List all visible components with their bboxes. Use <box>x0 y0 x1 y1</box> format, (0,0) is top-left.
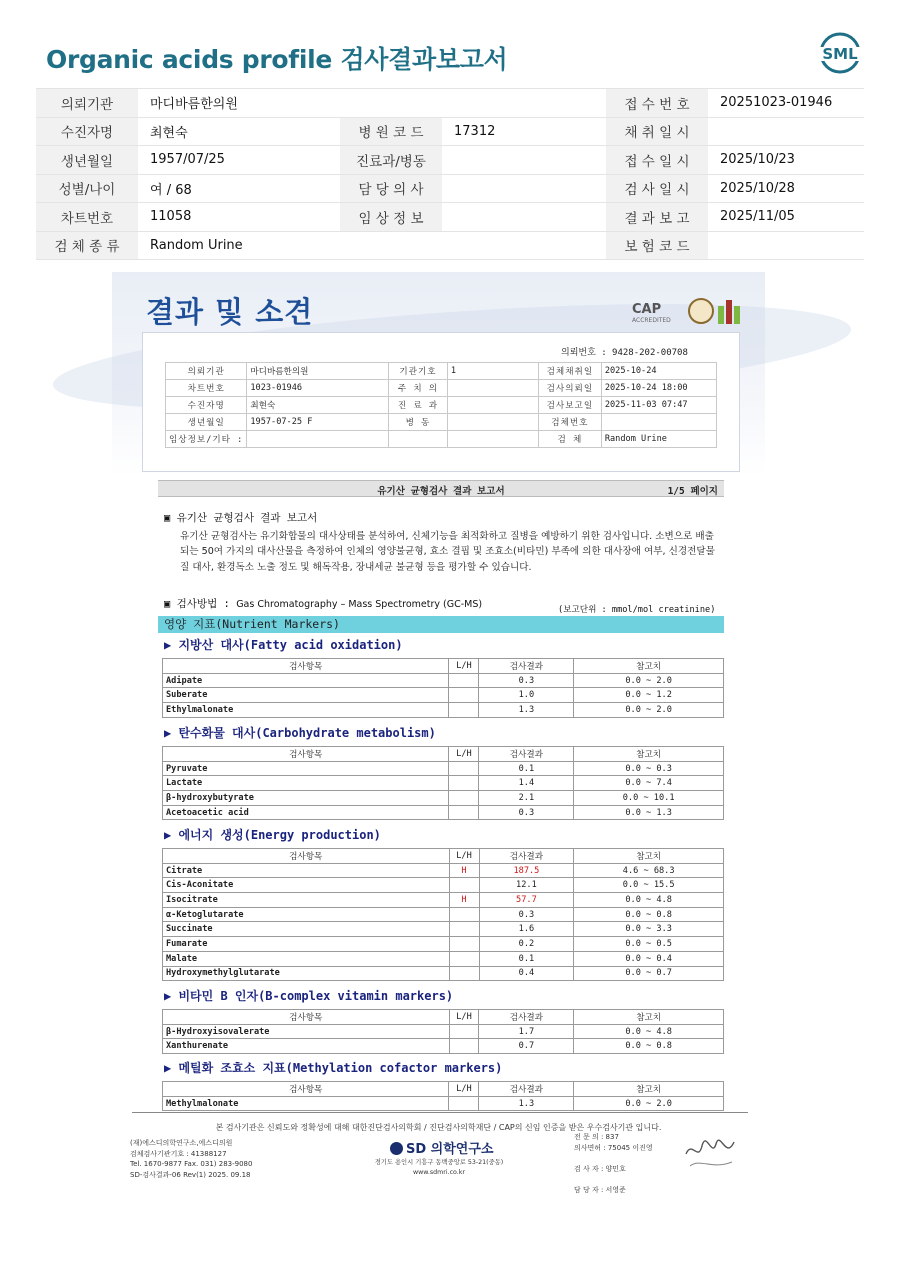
footer-line-text <box>574 1174 653 1185</box>
column-header: 검사항목 <box>163 747 449 762</box>
info-label: 보 험 코 드 <box>606 231 708 260</box>
hospital-grid-value: 2025-11-03 07:47 <box>601 397 716 414</box>
result-value: 0.3 <box>479 907 574 922</box>
flag <box>449 688 479 703</box>
footer-line-text: 검 사 자 : 양민호 <box>574 1164 626 1173</box>
result-value: 1.7 <box>479 1024 574 1039</box>
result-value: 0.2 <box>479 937 574 952</box>
hospital-grid-label <box>389 431 448 448</box>
info-label: 병 원 코 드 <box>340 117 442 146</box>
flag <box>449 1039 479 1054</box>
reference-range: 0.0 ~ 7.4 <box>574 776 724 791</box>
flag <box>449 878 479 893</box>
analyte-name: Adipate <box>163 673 449 688</box>
table-row <box>163 878 724 893</box>
patient-info-row <box>36 89 864 118</box>
hospital-grid-value: 최현숙 <box>247 397 389 414</box>
flag <box>449 1096 479 1111</box>
hospital-info-grid <box>165 362 717 448</box>
hospital-grid-label: 임상정보/기타 : <box>166 431 247 448</box>
group-heading: ▶ 지방산 대사(Fatty acid oxidation) <box>164 638 403 652</box>
reference-range: 0.0 ~ 2.0 <box>574 703 724 718</box>
certification-icon <box>718 300 740 324</box>
hospital-grid-label: 병 동 <box>389 414 448 431</box>
result-value: 2.1 <box>479 791 574 806</box>
hospital-grid-label: 검체채취일 <box>538 363 601 380</box>
hospital-grid-label: 검 체 <box>538 431 601 448</box>
hospital-grid-value <box>447 414 538 431</box>
table-row <box>163 688 724 703</box>
column-header: 참고치 <box>574 1010 724 1025</box>
hospital-grid-value <box>601 414 716 431</box>
sd-address <box>374 1158 504 1178</box>
column-header: 검사결과 <box>479 1082 574 1097</box>
analyte-name: Lactate <box>163 776 449 791</box>
column-header: 검사항목 <box>163 659 449 674</box>
table-row <box>163 1039 724 1054</box>
sml-logo-icon <box>812 30 868 76</box>
result-value: 0.7 <box>479 1039 574 1054</box>
info-value <box>442 203 606 232</box>
info-value: 17312 <box>442 117 606 146</box>
table-row <box>163 761 724 776</box>
analyte-name: Citrate <box>163 863 450 878</box>
patient-info-row <box>36 117 864 146</box>
flag: H <box>449 893 479 908</box>
table-row <box>163 966 724 981</box>
info-value <box>442 231 606 260</box>
column-header: 검사항목 <box>163 1082 449 1097</box>
hospital-grid-label: 수진자명 <box>166 397 247 414</box>
analyte-name: Ethylmalonate <box>163 703 449 718</box>
group-heading: ▶ 비타민 B 인자(B-complex vitamin markers) <box>164 989 454 1003</box>
report-section-header <box>158 480 724 497</box>
table-row <box>163 776 724 791</box>
report-scan <box>112 272 765 1194</box>
reference-range: 0.0 ~ 0.8 <box>574 907 724 922</box>
column-header: L/H <box>449 1010 479 1025</box>
footer-line-text <box>574 1153 653 1164</box>
request-number: 의뢰번호 : 9428-202-00708 <box>561 348 688 358</box>
flag <box>449 673 479 688</box>
footer-line-text: 의사면허 : 75045 이진영 <box>574 1143 653 1152</box>
info-label: 생년월일 <box>36 146 138 175</box>
analyte-name: Pyruvate <box>163 761 449 776</box>
hospital-grid-value <box>447 397 538 414</box>
result-value: 0.1 <box>479 761 574 776</box>
column-header: 참고치 <box>574 747 724 762</box>
reference-range: 0.0 ~ 4.8 <box>574 893 724 908</box>
flag <box>449 951 479 966</box>
flag <box>449 907 479 922</box>
hospital-grid-value <box>247 431 389 448</box>
nutrient-markers-bar: 영양 지표(Nutrient Markers) <box>158 616 724 633</box>
result-value: 1.4 <box>479 776 574 791</box>
info-value: 2025/10/23 <box>708 146 864 175</box>
info-value: 11058 <box>138 203 340 232</box>
hospital-grid-row <box>166 431 717 448</box>
reference-range: 0.0 ~ 0.4 <box>574 951 724 966</box>
result-value: 12.1 <box>479 878 574 893</box>
result-value: 187.5 <box>479 863 574 878</box>
analyte-name: Xanthurenate <box>163 1039 450 1054</box>
hospital-grid-value: 1957-07-25 F <box>247 414 389 431</box>
info-value: 2025/10/28 <box>708 174 864 203</box>
footer-divider <box>132 1112 748 1113</box>
reference-range: 4.6 ~ 68.3 <box>574 863 724 878</box>
info-label: 결 과 보 고 <box>606 203 708 232</box>
reference-range: 0.0 ~ 0.8 <box>574 1039 724 1054</box>
patient-info-row <box>36 146 864 175</box>
info-value <box>442 174 606 203</box>
reference-range: 0.0 ~ 1.2 <box>574 688 724 703</box>
result-value: 1.6 <box>479 922 574 937</box>
page-title: Organic acids profile 검사결과보고서 <box>46 45 508 74</box>
info-label: 수진자명 <box>36 117 138 146</box>
result-value: 0.3 <box>479 673 574 688</box>
footer-line-text: www.sdmri.co.kr <box>412 1169 466 1176</box>
column-header: 참고치 <box>574 1082 724 1097</box>
table-row <box>163 1024 724 1039</box>
result-value: 57.7 <box>479 893 574 908</box>
analyte-name: Isocitrate <box>163 893 450 908</box>
signature-image <box>682 1132 738 1172</box>
footer-line-text: SD-검사결과-06 Rev(1) 2025. 09.18 <box>130 1170 251 1179</box>
analyte-name: Suberate <box>163 688 449 703</box>
reference-range: 0.0 ~ 3.3 <box>574 922 724 937</box>
analyte-name: Hydroxymethylglutarate <box>163 966 450 981</box>
cap-accredited-logo: CAP ACCREDITED <box>632 302 671 324</box>
reference-range: 0.0 ~ 0.7 <box>574 966 724 981</box>
analyte-name: Malate <box>163 951 450 966</box>
table-row <box>163 907 724 922</box>
analyte-name: β-Hydroxyisovalerate <box>163 1024 450 1039</box>
method-heading: ▣ 검사방법 : Gas Chromatography – Mass Spectrometry (GC-MS) <box>164 598 483 610</box>
column-header: L/H <box>449 1082 479 1097</box>
info-value: Random Urine <box>138 231 340 260</box>
table-row <box>163 893 724 908</box>
footer-line-text: 담 당 자 : 서영준 <box>574 1185 626 1194</box>
footer-line-text: (재)에스디의학연구소,에스디의원 <box>130 1139 233 1147</box>
hospital-grid-row <box>166 397 717 414</box>
info-value: 마디바름한의원 <box>138 89 340 118</box>
reference-range: 0.0 ~ 4.8 <box>574 1024 724 1039</box>
hospital-grid-value <box>447 380 538 397</box>
table-row <box>163 951 724 966</box>
info-label: 임 상 정 보 <box>340 203 442 232</box>
flag <box>449 805 479 820</box>
footer-lab-info <box>130 1138 252 1180</box>
column-header: L/H <box>449 747 479 762</box>
flag <box>449 937 479 952</box>
hospital-grid-value: 2025-10-24 18:00 <box>601 380 716 397</box>
info-label: 접 수 번 호 <box>606 89 708 118</box>
info-value <box>442 89 606 118</box>
info-value: 2025/11/05 <box>708 203 864 232</box>
result-table <box>162 746 724 820</box>
result-table-header <box>163 747 724 762</box>
analyte-name: Cis-Aconitate <box>163 878 450 893</box>
flag <box>449 922 479 937</box>
hospital-info-box <box>142 332 740 472</box>
svg-text:SML: SML <box>822 45 858 63</box>
result-table <box>162 658 724 718</box>
column-header: L/H <box>449 659 479 674</box>
table-row <box>163 703 724 718</box>
flag: H <box>449 863 479 878</box>
patient-info-row <box>36 174 864 203</box>
group-heading: ▶ 에너지 생성(Energy production) <box>164 828 381 842</box>
info-value <box>442 146 606 175</box>
hospital-grid-row <box>166 363 717 380</box>
analyte-name: Acetoacetic acid <box>163 805 449 820</box>
table-row <box>163 791 724 806</box>
result-table <box>162 848 724 981</box>
column-header: 검사결과 <box>479 747 574 762</box>
table-row <box>163 922 724 937</box>
reference-range: 0.0 ~ 0.3 <box>574 761 724 776</box>
result-table-header <box>163 1010 724 1025</box>
flag <box>449 1024 479 1039</box>
info-label: 차트번호 <box>36 203 138 232</box>
hospital-grid-label: 차트번호 <box>166 380 247 397</box>
table-row <box>163 673 724 688</box>
footer-line-text: 경기도 용인시 기흥구 동백중앙로 53-21(중동) <box>374 1159 504 1166</box>
info-label: 진료과/병동 <box>340 146 442 175</box>
hospital-grid-label: 생년월일 <box>166 414 247 431</box>
hospital-grid-value: 2025-10-24 <box>601 363 716 380</box>
table-row <box>163 937 724 952</box>
hospital-grid-label: 주 치 의 <box>389 380 448 397</box>
hospital-grid-label: 검사의뢰일 <box>538 380 601 397</box>
reference-range: 0.0 ~ 2.0 <box>574 1096 724 1111</box>
reference-range: 0.0 ~ 0.5 <box>574 937 724 952</box>
flag <box>449 791 479 806</box>
hospital-grid-label: 의뢰기관 <box>166 363 247 380</box>
hospital-grid-label: 진 료 과 <box>389 397 448 414</box>
info-value: 1957/07/25 <box>138 146 340 175</box>
intro-heading: ▣ 유기산 균형검사 결과 보고서 <box>164 512 318 524</box>
analyte-name: Methylmalonate <box>163 1096 449 1111</box>
table-row <box>163 863 724 878</box>
result-value: 1.3 <box>479 703 574 718</box>
info-value: 최현숙 <box>138 117 340 146</box>
result-value: 1.3 <box>479 1096 574 1111</box>
column-header: 참고치 <box>574 849 724 864</box>
footer-line-text: Tel. 1670-9877 Fax. 031) 283-9080 <box>130 1160 253 1168</box>
analyte-name: α-Ketoglutarate <box>163 907 450 922</box>
info-label: 채 취 일 시 <box>606 117 708 146</box>
hospital-grid-value: 마디바름한의원 <box>247 363 389 380</box>
flag <box>449 761 479 776</box>
info-value <box>708 231 864 260</box>
table-row <box>163 1096 724 1111</box>
info-label <box>340 231 442 260</box>
column-header: 검사결과 <box>479 849 574 864</box>
result-table <box>162 1081 724 1111</box>
analyte-name: Fumarate <box>163 937 450 952</box>
hospital-grid-row <box>166 414 717 431</box>
footer-line-text: 전 문 의 : 837 <box>574 1133 619 1141</box>
flag <box>449 703 479 718</box>
patient-info-row <box>36 231 864 260</box>
info-label: 검 사 일 시 <box>606 174 708 203</box>
result-value: 1.0 <box>479 688 574 703</box>
info-label: 의뢰기관 <box>36 89 138 118</box>
result-value: 0.3 <box>479 805 574 820</box>
page-number: 1/5 페이지 <box>667 486 718 497</box>
table-row <box>163 805 724 820</box>
hospital-grid-value <box>447 431 538 448</box>
info-label: 검 체 종 류 <box>36 231 138 260</box>
column-header: 검사결과 <box>479 1010 574 1025</box>
info-label <box>340 89 442 118</box>
hospital-grid-label: 기관기호 <box>389 363 448 380</box>
column-header: L/H <box>449 849 479 864</box>
hospital-grid-value: 1023-01946 <box>247 380 389 397</box>
intro-paragraph: 유기산 균형검사는 유기화합물의 대사상태를 분석하여, 신체기능을 최적화하고 질병을 예방하기 위한 검사입니다. 소변으로 배출되는 50여 가지의 대사산물을 측정하여 인체의 영양불균형, 효소 결핍 및 조효소(비타민) 부족에 의한 대사장애 여부, 신경전달물질 대사, 환경독소 노출 정도 및 해독작용, 장내세균 불균형 등을 평가할 수 있습니다. <box>180 531 715 573</box>
info-label: 담 당 의 사 <box>340 174 442 203</box>
patient-info-table <box>36 88 864 260</box>
column-header: 검사결과 <box>479 659 574 674</box>
hospital-grid-value: Random Urine <box>601 431 716 448</box>
footer-note: 본 검사기관은 신뢰도와 정확성에 대해 대한진단검사의학회 / 진단검사의학재단 / CAP의 신임 인증을 받은 우수검사기관 입니다. <box>215 1123 662 1132</box>
result-table-header <box>163 849 724 864</box>
reference-range: 0.0 ~ 10.1 <box>574 791 724 806</box>
result-value: 0.1 <box>479 951 574 966</box>
info-value <box>708 117 864 146</box>
info-label: 접 수 일 시 <box>606 146 708 175</box>
analyte-name: β-hydroxybutyrate <box>163 791 449 806</box>
info-label: 성별/나이 <box>36 174 138 203</box>
sd-institute-logo: SD 의학연구소 <box>390 1138 493 1157</box>
column-header: 검사항목 <box>163 849 450 864</box>
hospital-grid-value: 1 <box>447 363 538 380</box>
result-table-header <box>163 1082 724 1097</box>
footer-signatories <box>574 1132 653 1195</box>
flag <box>449 776 479 791</box>
reference-range: 0.0 ~ 15.5 <box>574 878 724 893</box>
footer-line-text: 검체검사기관기호 : 41388127 <box>130 1149 227 1158</box>
group-heading: ▶ 탄수화물 대사(Carbohydrate metabolism) <box>164 726 436 740</box>
result-table <box>162 1009 724 1054</box>
seal-icon <box>688 298 714 324</box>
result-table-header <box>163 659 724 674</box>
group-heading: ▶ 메틸화 조효소 지표(Methylation cofactor markers) <box>164 1061 503 1075</box>
info-value: 20251023-01946 <box>708 89 864 118</box>
hospital-grid-label: 검사보고일 <box>538 397 601 414</box>
result-value: 0.4 <box>479 966 574 981</box>
column-header: 참고치 <box>574 659 724 674</box>
unit-label: (보고단위 : mmol/mol creatinine) <box>558 605 716 615</box>
patient-info-row <box>36 203 864 232</box>
reference-range: 0.0 ~ 2.0 <box>574 673 724 688</box>
hospital-grid-row <box>166 380 717 397</box>
column-header: 검사항목 <box>163 1010 450 1025</box>
report-title: 결과 및 소견 <box>146 295 314 329</box>
analyte-name: Succinate <box>163 922 450 937</box>
report-section-title: 유기산 균형검사 결과 보고서 <box>377 486 505 497</box>
flag <box>449 966 479 981</box>
hospital-grid-label: 검체번호 <box>538 414 601 431</box>
info-value: 여 / 68 <box>138 174 340 203</box>
reference-range: 0.0 ~ 1.3 <box>574 805 724 820</box>
